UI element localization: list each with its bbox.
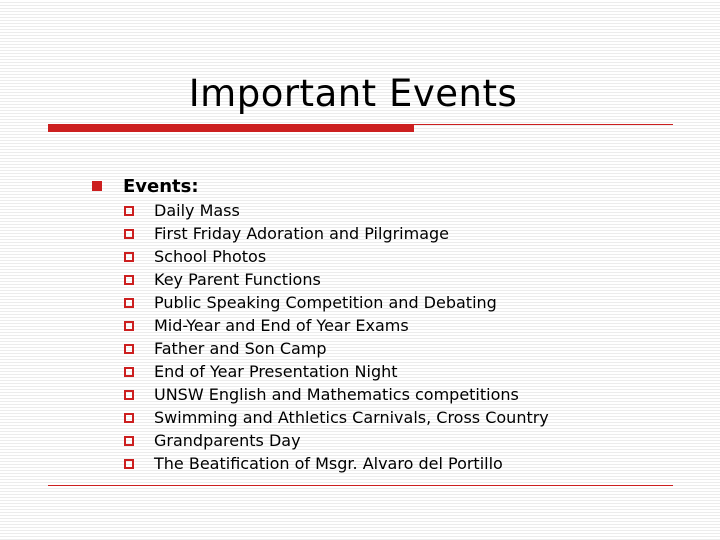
square-bullet-icon (92, 181, 102, 191)
section-bullet (92, 174, 199, 198)
list-item (124, 406, 549, 429)
event-text: Swimming and Athletics Carnivals, Cross Country (154, 408, 549, 427)
hollow-square-bullet-icon (124, 275, 134, 285)
list-item (124, 314, 549, 337)
hollow-square-bullet-icon (124, 229, 134, 239)
list-item (124, 245, 549, 268)
list-item (124, 268, 549, 291)
title-underline-thick (48, 124, 414, 132)
events-list (124, 199, 549, 475)
event-text: Daily Mass (154, 201, 240, 220)
hollow-square-bullet-icon (124, 206, 134, 216)
slide-title: Important Events (188, 72, 518, 115)
list-item (124, 383, 549, 406)
hollow-square-bullet-icon (124, 298, 134, 308)
event-text: Grandparents Day (154, 431, 301, 450)
hollow-square-bullet-icon (124, 459, 134, 469)
list-item (124, 429, 549, 452)
hollow-square-bullet-icon (124, 367, 134, 377)
section-label: Events: (123, 175, 199, 197)
hollow-square-bullet-icon (124, 252, 134, 262)
list-item (124, 452, 549, 475)
event-text: School Photos (154, 247, 267, 266)
event-text: UNSW English and Mathematics competitions (154, 385, 519, 404)
hollow-square-bullet-icon (124, 321, 134, 331)
list-item (124, 360, 549, 383)
list-item (124, 222, 549, 245)
hollow-square-bullet-icon (124, 436, 134, 446)
event-text: First Friday Adoration and Pilgrimage (154, 224, 450, 243)
event-text: Mid-Year and End of Year Exams (154, 316, 409, 335)
event-text: Key Parent Functions (154, 270, 321, 289)
event-text: Father and Son Camp (154, 339, 327, 358)
hollow-square-bullet-icon (124, 344, 134, 354)
event-text: The Beatification of Msgr. Alvaro del Portillo (154, 454, 503, 473)
list-item (124, 291, 549, 314)
event-text: End of Year Presentation Night (154, 362, 398, 381)
event-text: Public Speaking Competition and Debating (154, 293, 497, 312)
list-item (124, 199, 549, 222)
hollow-square-bullet-icon (124, 413, 134, 423)
list-item (124, 337, 549, 360)
title-underline-thin (414, 124, 673, 125)
footer-divider (48, 485, 673, 486)
hollow-square-bullet-icon (124, 390, 134, 400)
